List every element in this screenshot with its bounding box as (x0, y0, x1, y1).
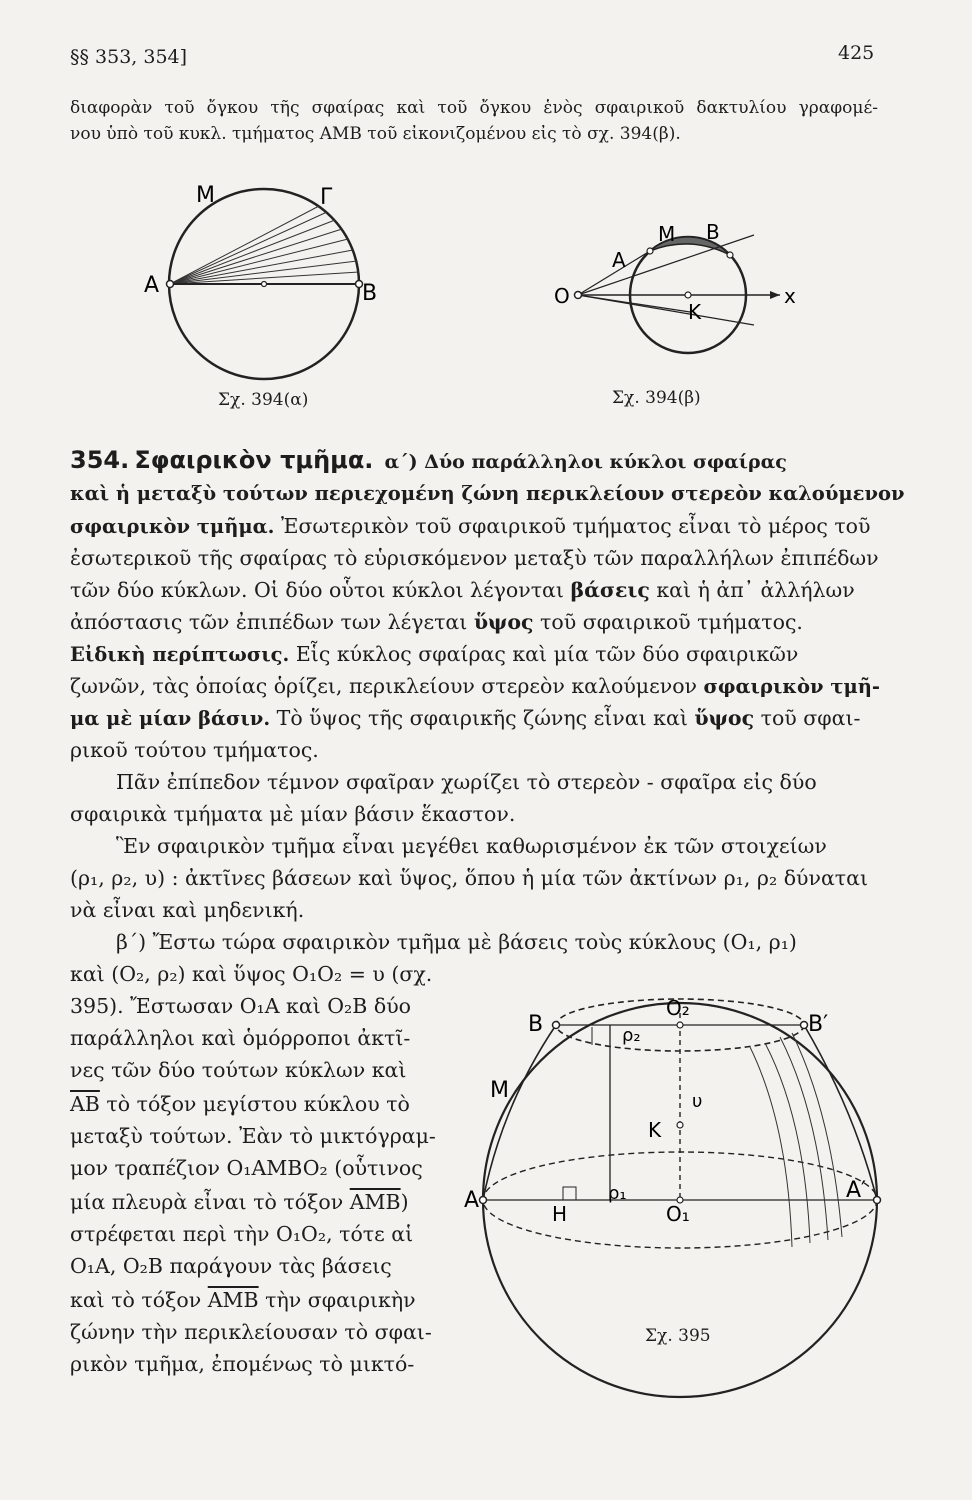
fig395-label-k: K (648, 1118, 662, 1142)
definition-line-1 (70, 512, 878, 541)
page-number: 425 (838, 42, 875, 64)
col-text-10b: τὴν σφαιρικὴν (265, 1288, 416, 1312)
arc-amb-2: $\overline{AMB}$ (207, 1288, 259, 1312)
fig395-label-a: A (464, 1188, 480, 1213)
figure-395 (464, 985, 870, 1330)
term-one-base-a: σφαιρικὸν τμῆ- (703, 675, 881, 698)
col-close-paren: ) (400, 1190, 409, 1214)
definition-lead: α΄) Δύο παράλληλοι κύκλοι σφαίρας (384, 451, 787, 473)
section-title: Σφαιρικὸν τμῆμα. (134, 446, 374, 474)
fig394b-label-o: O (554, 284, 570, 308)
fig394a-label-g: Γ (320, 185, 333, 210)
fig395-label-b-prime: B′ (808, 1012, 829, 1037)
arc-amb-1: $\overline{AMB}$ (349, 1190, 401, 1214)
fig395-label-u: υ (692, 1091, 703, 1112)
col-line-3: νες τῶν δύο τούτων κύκλων καὶ (70, 1058, 407, 1082)
height-text-1: ἀπόστασις τῶν ἐπιπέδων των λέγεται (70, 610, 468, 634)
arc-ab: $\overline{AB}$ (70, 1092, 100, 1116)
figure-394a (130, 160, 390, 400)
col-line-6: μον τραπέζιον O₁AMBO₂ (οὗτινος (70, 1156, 423, 1180)
caption-395: Σχ. 395 (645, 1326, 711, 1346)
special-text-2: ζωνῶν, τὰς ὁποίας ὁρίζει, περικλείουν στερεὸν καλούμενον (70, 674, 697, 698)
col-line-7 (70, 1188, 445, 1216)
col-line-1: 395). Ἔστωσαν O₁A καὶ O₂B δύο (70, 994, 412, 1018)
fig394a-label-m: M (196, 183, 215, 208)
special-line-2 (70, 672, 881, 701)
fig394b-label-a: A (612, 248, 626, 272)
special-text-3: Τὸ ὕψος τῆς σφαιρικῆς ζώνης εἶναι καὶ (276, 706, 688, 730)
intro-line-1: διαφορὰν τοῦ ὄγκου τῆς σφαίρας καὶ τοῦ ὄγκου ἑνὸς σφαιρικοῦ δακτυλίου γραφομέ- (70, 98, 878, 118)
special-line-3 (70, 704, 878, 733)
col-line-12: ρικὸν τμῆμα, ἐπομένως τὸ μικτό- (70, 1352, 415, 1376)
term-bases: βάσεις (570, 578, 650, 602)
col-line-2: παράλληλοι καὶ ὁμόρροποι ἀκτῖ- (70, 1026, 411, 1050)
plane-line-2: σφαιρικὰ τμήματα μὲ μίαν βάσιν ἕκαστον. (70, 802, 516, 826)
fig394a-label-b: B (362, 281, 378, 306)
bases-text-2: καὶ ἡ ἀπ᾽ ἀλλήλων (656, 578, 855, 602)
special-text-4: τοῦ σφαι- (760, 706, 861, 730)
height-text-2: τοῦ σφαιρικοῦ τμήματος. (540, 610, 803, 634)
det-line-2: (ρ₁, ρ₂, υ) : ἀκτῖνες βάσεων καὶ ὕψος, ὅπου ἡ μία τῶν ἀκτίνων ρ₁, ρ₂ δύναται (70, 866, 869, 890)
intro-line-2: νου ὑπὸ τοῦ κυκλ. τμήματος ΑΜΒ τοῦ εἰκονιζομένου εἰς τὸ σχ. 394(β). (70, 124, 681, 144)
col-line-8: στρέφεται περὶ τὴν O₁O₂, τότε αἱ (70, 1222, 414, 1246)
col-line-4 (70, 1090, 445, 1118)
special-line-4: ρικοῦ τούτου τμήματος. (70, 738, 319, 762)
fig395-label-a-prime: A′ (846, 1178, 867, 1203)
col-line-10 (70, 1286, 445, 1314)
section-number: 354. (70, 446, 130, 474)
definition-line-2: ἐσωτερικοῦ τῆς σφαίρας τὸ εὑρισκόμενον μεταξὺ τῶν παραλλήλων ἐπιπέδων (70, 546, 879, 570)
fig395-label-b: B (528, 1012, 544, 1037)
col-text-7: μία πλευρὰ εἶναι τὸ τόξον (70, 1190, 344, 1214)
det-line-3: νὰ εἶναι καὶ μηδενική. (70, 898, 305, 922)
fig395-label-h: H (552, 1202, 568, 1226)
term-height: ὕψος (473, 610, 534, 634)
fig395-label-p2: ρ₂ (622, 1025, 641, 1046)
fig394a-label-a: A (144, 273, 160, 298)
special-case-label: Εἰδικὴ περίπτωσις. (70, 643, 290, 666)
special-text-1: Εἷς κύκλος σφαίρας καὶ μία τῶν δύο σφαιρικῶν (295, 642, 799, 666)
bases-text-1: τῶν δύο κύκλων. Οἱ δύο οὗτοι κύκλοι λέγονται (70, 578, 564, 602)
col-line-5: μεταξὺ τούτων. Ἐὰν τὸ μικτόγραμ- (70, 1124, 436, 1148)
plane-line-1: Πᾶν ἐπίπεδον τέμνον σφαῖραν χωρίζει τὸ στερεὸν - σφαῖρα εἰς δύο (116, 770, 817, 794)
fig395-label-o1: O₁ (666, 1202, 690, 1226)
caption-394b: Σχ. 394(β) (612, 388, 701, 408)
term-height-2: ὕψος (694, 706, 755, 730)
fig394b-label-m: M (658, 222, 676, 246)
definition-cont: καὶ ἡ μεταξὺ τούτων περιεχομένη ζώνη περικλείουν στερεὸν καλούμενον (70, 482, 905, 505)
col-text-10a: καὶ τὸ τόξον (70, 1288, 202, 1312)
figure-394b (540, 205, 820, 380)
col-text-4: τὸ τόξον μεγίστου κύκλου τὸ (106, 1092, 410, 1116)
col-line-11: ζώνην τὴν περικλείουσαν τὸ σφαι- (70, 1320, 432, 1344)
fig395-label-p1: ρ₁ (608, 1183, 627, 1204)
section-heading (70, 446, 878, 474)
definition-line-3 (70, 576, 878, 604)
part-b-line-1: β΄) Ἔστω τώρα σφαιρικὸν τμῆμα μὲ βάσεις τοὺς κύκλους (O₁, ρ₁) (116, 930, 797, 954)
term-one-base-b: μα μὲ μίαν βάσιν. (70, 707, 271, 730)
col-line-9: O₁A, O₂B παράγουν τὰς βάσεις (70, 1254, 392, 1278)
part-b-line-2: καὶ (O₂, ρ₂) καὶ ὕψος O₁O₂ = υ (σχ. (70, 962, 433, 986)
det-line-1: Ἓν σφαιρικὸν τμῆμα εἶναι μεγέθει καθωρισμένον ἐκ τῶν στοιχείων (116, 834, 827, 858)
special-line-1 (70, 640, 878, 669)
section-reference: §§ 353, 354] (70, 46, 188, 68)
caption-394a: Σχ. 394(α) (218, 390, 309, 410)
fig394b-label-b: B (706, 220, 720, 244)
fig394b-label-k: K (688, 300, 702, 324)
fig394b-label-x: x (784, 284, 796, 308)
interior-text: Ἐσωτερικὸν τοῦ σφαιρικοῦ τμήματος εἶναι τὸ μέρος τοῦ (280, 514, 871, 538)
fig395-label-m: M (490, 1078, 509, 1103)
fig395-label-o2: O₂ (666, 996, 690, 1020)
term-spherical-segment: σφαιρικὸν τμῆμα. (70, 515, 275, 538)
definition-line-4 (70, 608, 878, 636)
